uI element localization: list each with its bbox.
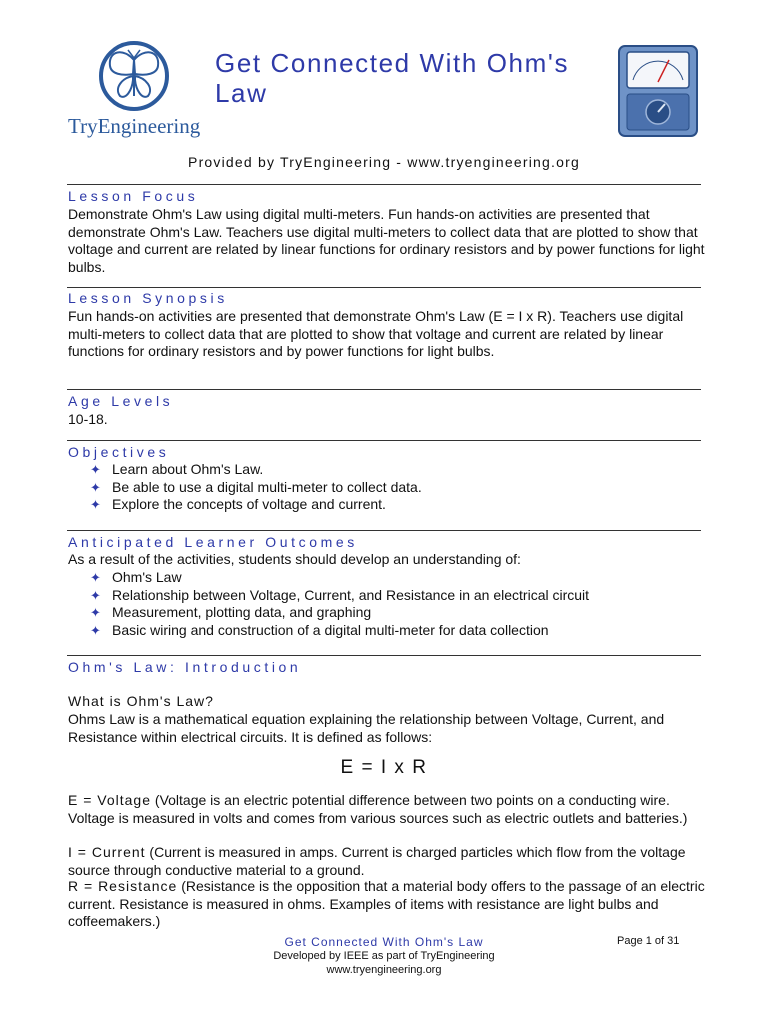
multimeter-icon bbox=[617, 44, 699, 138]
list-item: ✦ Be able to use a digital multi-meter to collect data. bbox=[90, 478, 422, 495]
four-point-star-icon: ✦ bbox=[90, 479, 101, 495]
four-point-star-icon: ✦ bbox=[90, 605, 101, 620]
age-levels-text: 10-18. bbox=[68, 411, 108, 427]
list-item: ✦ Learn about Ohm's Law. bbox=[90, 461, 264, 477]
section-title-ohms-law-introduction: Ohm's Law: Introduction bbox=[68, 659, 302, 675]
intro-text: Ohms Law is a mathematical equation explaining the relationship between Voltage, Current, and Resistance within electrical circuits. It is defined as follows: bbox=[68, 711, 665, 745]
list-item: ✦ Basic wiring and construction of a digital multi-meter for data collection bbox=[90, 621, 549, 638]
voltage-term: E = Voltage bbox=[68, 792, 152, 808]
four-point-star-icon: ✦ bbox=[90, 622, 101, 638]
logo-wordmark: TryEngineering bbox=[68, 114, 201, 138]
butterfly-icon bbox=[96, 40, 176, 112]
section-title-objectives: Objectives bbox=[68, 444, 170, 460]
current-description: (Current is measured in amps. Current is charged particles which flow from the voltage source through conductive material to a ground. bbox=[68, 844, 686, 878]
section-divider bbox=[67, 655, 701, 656]
current-term: I = Current bbox=[68, 844, 146, 860]
outcomes-intro: As a result of the activities, students should develop an understanding of: bbox=[68, 551, 521, 567]
section-title-learner-outcomes: Anticipated Learner Outcomes bbox=[68, 534, 358, 550]
provided-by-line: Provided by TryEngineering - www.tryengineering.org bbox=[188, 154, 580, 170]
current-definition bbox=[68, 844, 708, 879]
resistance-definition bbox=[68, 878, 708, 931]
page-title: Get Connected With Ohm's Law bbox=[215, 48, 570, 108]
page-number: Page 1 of 31 bbox=[617, 935, 680, 947]
four-point-star-icon: ✦ bbox=[90, 497, 101, 512]
section-divider bbox=[67, 287, 701, 288]
intro-question: What is Ohm's Law? bbox=[68, 693, 214, 709]
section-divider bbox=[67, 184, 701, 185]
footer-title: Get Connected With Ohm's Law bbox=[284, 935, 484, 949]
four-point-star-icon: ✦ bbox=[90, 462, 101, 477]
lesson-synopsis-text: Fun hands-on activities are presented that demonstrate Ohm's Law (E = I x R). Teachers use digital multi-meters to collect data that are plotted to show that voltage and current are related by linear functions for ordinary resistors and by power functions for light bulbs. bbox=[68, 308, 684, 359]
ohms-law-formula: E = I x R bbox=[340, 757, 428, 778]
footer-developed-by: Developed by IEEE as part of TryEngineering bbox=[273, 950, 495, 962]
list-item: ✦ Ohm's Law bbox=[90, 569, 182, 585]
objectives-list bbox=[90, 461, 710, 514]
section-title-lesson-synopsis: Lesson Synopsis bbox=[68, 290, 228, 306]
voltage-definition bbox=[68, 792, 708, 827]
voltage-description: (Voltage is an electric potential difference between two points on a conducting wire. Voltage is measured in volts and comes from various sources such as electric outlets and batteries.) bbox=[68, 792, 688, 826]
section-title-lesson-focus: Lesson Focus bbox=[68, 188, 199, 204]
four-point-star-icon: ✦ bbox=[90, 587, 101, 603]
resistance-term: R = Resistance bbox=[68, 878, 178, 894]
list-item: ✦ Measurement, plotting data, and graphing bbox=[90, 604, 372, 620]
section-divider bbox=[67, 389, 701, 390]
list-item: ✦ Relationship between Voltage, Current, and Resistance in an electrical circuit bbox=[90, 586, 590, 603]
section-title-age-levels: Age Levels bbox=[68, 393, 174, 409]
resistance-description: (Resistance is the opposition that a material body offers to the passage of an electric current. Resistance is measured in ohms. Examples of items with resistance are light bulbs and coffeemakers.) bbox=[68, 878, 705, 929]
list-item: ✦ Explore the concepts of voltage and current. bbox=[90, 496, 386, 512]
outcomes-list bbox=[90, 569, 710, 639]
section-divider bbox=[67, 440, 701, 441]
lesson-focus-text: Demonstrate Ohm's Law using digital multi-meters. Fun hands-on activities are presented that demonstrate Ohm's Law. Teachers use digital multi-meters to collect data that are plotted to show that voltage and current are related by linear functions for ordinary resistors and by power functions for light bulbs. bbox=[68, 206, 705, 275]
section-divider bbox=[67, 530, 701, 531]
tryengineering-logo bbox=[66, 40, 216, 140]
four-point-star-icon: ✦ bbox=[90, 570, 101, 585]
footer-url: www.tryengineering.org bbox=[326, 964, 442, 976]
